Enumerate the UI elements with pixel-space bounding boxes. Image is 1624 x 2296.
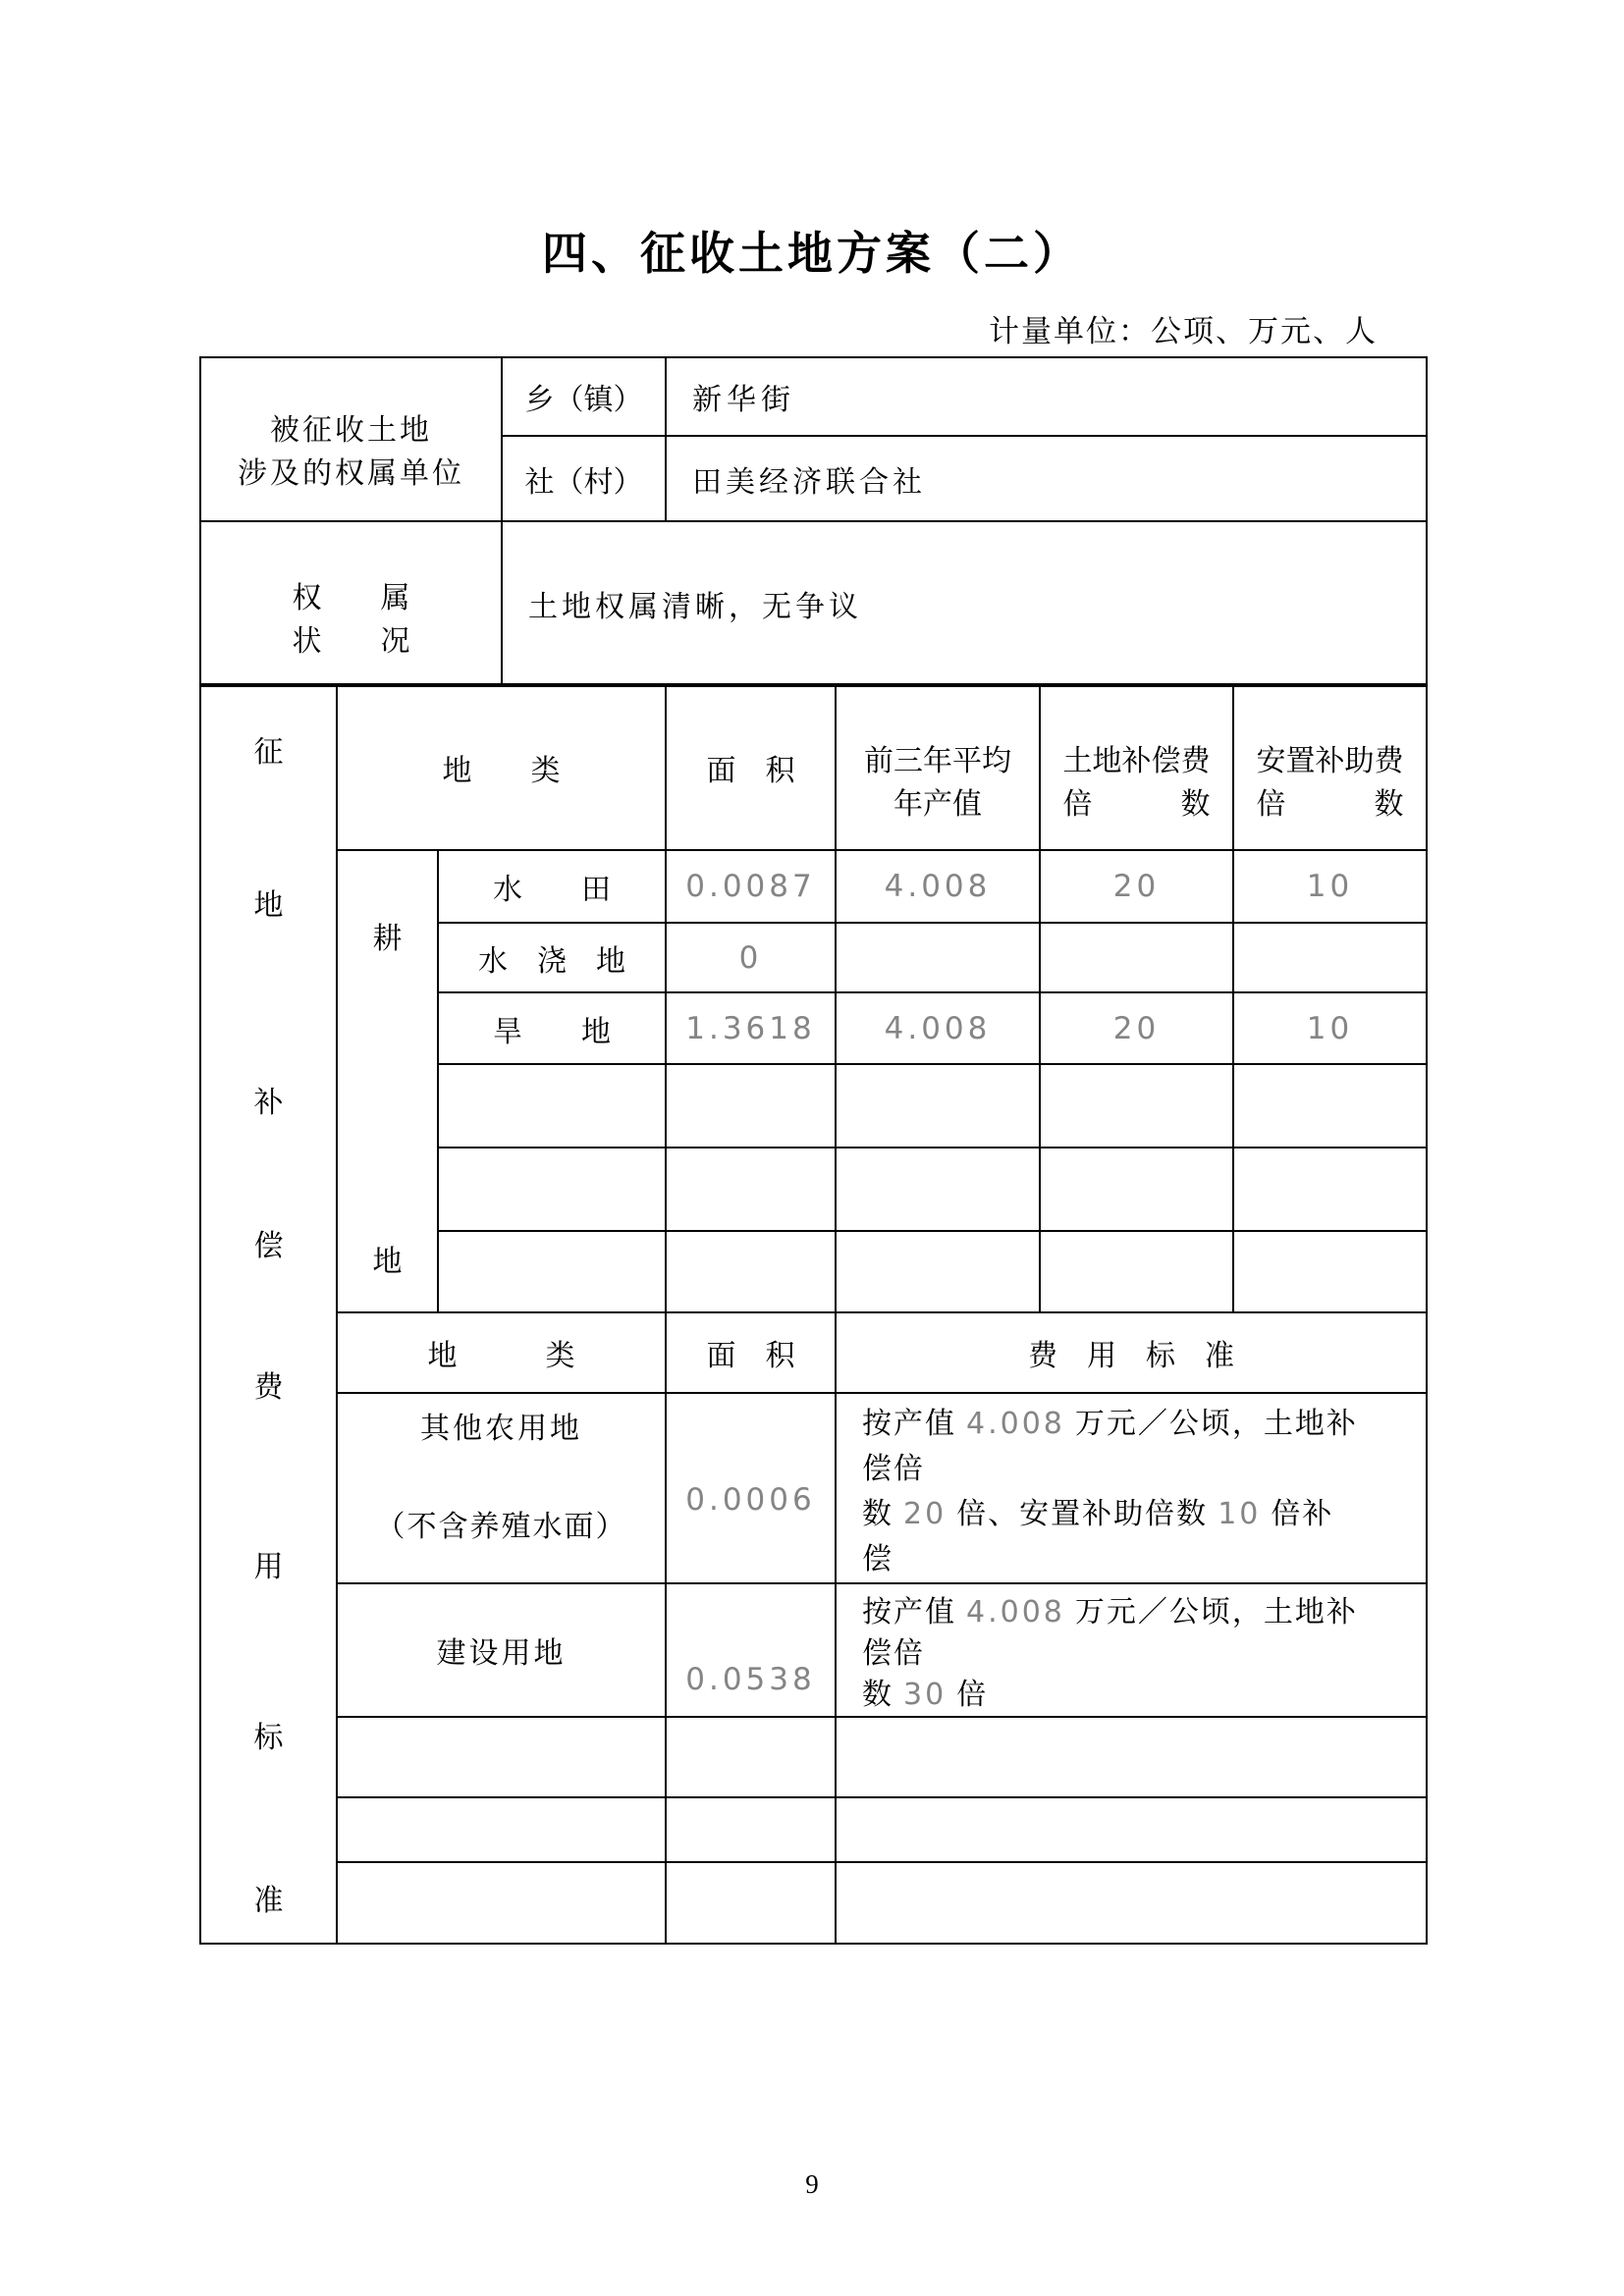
fee-text: 按产值 xyxy=(862,1408,956,1440)
construction-land-row xyxy=(200,1583,1427,1717)
ownership-status-value-cell: 土地权属清晰，无争议 xyxy=(502,521,1427,686)
township-value-cell: 新华街 xyxy=(666,357,1427,436)
empty-cell xyxy=(836,1797,1427,1862)
empty-cell xyxy=(1040,1231,1233,1312)
dry-land-multiple-cell: 20 xyxy=(1040,992,1233,1064)
dry-resettle-multiple-cell: 10 xyxy=(1233,992,1427,1064)
fee-number: 10 xyxy=(1218,1497,1262,1531)
fee-header-land-type-cell: 地 类 xyxy=(337,1312,666,1393)
empty-cell xyxy=(666,1231,836,1312)
empty-cell xyxy=(666,1862,836,1944)
dry-output-cell: 4.008 xyxy=(836,992,1040,1064)
paddy-field-row xyxy=(200,850,1427,923)
empty-cell xyxy=(337,1862,666,1944)
paddy-area-cell: 0.0087 xyxy=(666,850,836,923)
ownership-status-row xyxy=(200,521,1427,686)
side-char-4: 偿 xyxy=(253,1230,284,1262)
empty-cell xyxy=(1233,1231,1427,1312)
fee-header-area-cell: 面 积 xyxy=(666,1312,836,1393)
fee-text: 数 xyxy=(862,1679,893,1711)
ownership-status-label-cell xyxy=(200,521,502,686)
header-area-cell: 面 积 xyxy=(666,684,836,850)
side-char-3: 补 xyxy=(253,1087,284,1119)
paddy-label-cell: 水 田 xyxy=(438,850,666,923)
empty-cell xyxy=(438,1064,666,1148)
fee-text-line1 xyxy=(862,1592,1408,1633)
side-label-cell xyxy=(200,684,337,1944)
township-row xyxy=(200,357,1427,436)
fee-number: 4.008 xyxy=(966,1407,1065,1441)
fee-text-line1 xyxy=(862,1402,1408,1447)
fee-text: 数 xyxy=(862,1498,893,1530)
page-number: 9 xyxy=(805,2169,819,2199)
other-land-area-cell: 0.0006 xyxy=(666,1393,836,1583)
village-value-cell: 田美经济联合社 xyxy=(666,436,1427,521)
paddy-land-multiple-cell: 20 xyxy=(1040,850,1233,923)
side-char-2: 地 xyxy=(253,889,284,922)
fee-text: 倍 xyxy=(956,1679,989,1711)
empty-cell xyxy=(666,1797,836,1862)
empty-cell xyxy=(1040,1148,1233,1231)
empty-cell xyxy=(836,1862,1427,1944)
other-land-label-cell xyxy=(337,1393,666,1583)
empty-row xyxy=(200,1862,1427,1944)
empty-cell xyxy=(337,1717,666,1797)
measurement-unit-note: 计量单位：公项、万元、人 xyxy=(989,314,1378,348)
irrigated-resettle-multiple-cell xyxy=(1233,923,1427,992)
empty-row xyxy=(200,1797,1427,1862)
empty-cell xyxy=(438,1148,666,1231)
status-label-line2: 状 况 xyxy=(292,625,410,658)
empty-cell xyxy=(836,1231,1040,1312)
side-char-8: 准 xyxy=(253,1885,284,1917)
header-land-comp-cell xyxy=(1040,684,1233,850)
side-char-1: 征 xyxy=(253,736,284,769)
fee-text-line4: 偿 xyxy=(862,1543,893,1575)
cultivated-char-2: 地 xyxy=(372,1246,403,1278)
paddy-resettle-multiple-cell: 10 xyxy=(1233,850,1427,923)
other-land-line1: 其他农用地 xyxy=(420,1413,582,1445)
empty-cell xyxy=(438,1231,666,1312)
empty-cell xyxy=(666,1064,836,1148)
empty-cell xyxy=(836,1064,1040,1148)
status-label-line1: 权 属 xyxy=(292,582,410,614)
empty-cell xyxy=(337,1797,666,1862)
subject-line2: 涉及的权属单位 xyxy=(238,456,464,490)
dry-area-cell: 1.3618 xyxy=(666,992,836,1064)
fee-number: 30 xyxy=(903,1678,947,1712)
other-land-fee-cell xyxy=(836,1393,1427,1583)
ownership-table xyxy=(199,356,1428,687)
other-land-line2: （不含养殖水面） xyxy=(375,1511,627,1543)
irrigated-area-cell: 0 xyxy=(666,923,836,992)
page-title: 四、征收土地方案（二） xyxy=(542,229,1082,279)
fee-number: 4.008 xyxy=(966,1595,1065,1629)
paddy-output-cell: 4.008 xyxy=(836,850,1040,923)
irrigated-land-multiple-cell xyxy=(1040,923,1233,992)
header-output-line1: 前三年平均 xyxy=(864,744,1011,777)
fee-text-line3 xyxy=(862,1492,1408,1537)
other-agricultural-land-row xyxy=(200,1393,1427,1583)
header-land-type-cell: 地 类 xyxy=(337,684,666,850)
fee-header-standard-cell: 费 用 标 准 xyxy=(836,1312,1427,1393)
irrigated-output-cell xyxy=(836,923,1040,992)
fee-text: 万元／公顷，土地补 xyxy=(1074,1408,1358,1440)
empty-row xyxy=(200,1717,1427,1797)
compensation-table xyxy=(199,683,1428,1945)
header-land-comp-line2: 倍 数 xyxy=(1062,787,1211,821)
header-resettle-line2: 倍 数 xyxy=(1256,787,1404,821)
fee-header-row xyxy=(200,1312,1427,1393)
empty-cell xyxy=(666,1148,836,1231)
village-label-cell: 社（村） xyxy=(502,436,666,521)
empty-cell xyxy=(1233,1148,1427,1231)
empty-cell xyxy=(836,1148,1040,1231)
irrigated-label-cell: 水 浇 地 xyxy=(438,923,666,992)
fee-text: 倍补 xyxy=(1271,1498,1334,1530)
empty-cell xyxy=(1040,1064,1233,1148)
empty-cell xyxy=(1233,1064,1427,1148)
fee-text-line2: 偿倍 xyxy=(862,1453,925,1485)
fee-text-line3 xyxy=(862,1675,1408,1716)
construction-land-label-cell: 建设用地 xyxy=(337,1583,666,1717)
fee-text: 按产值 xyxy=(862,1596,956,1629)
header-resettle-line1: 安置补助费 xyxy=(1256,744,1404,777)
cultivated-char-1: 耕 xyxy=(372,923,403,955)
construction-land-area-cell: 0.0538 xyxy=(666,1583,836,1717)
compensation-header-row xyxy=(200,684,1427,850)
header-resettle-cell xyxy=(1233,684,1427,850)
header-output-cell xyxy=(836,684,1040,850)
dry-label-cell: 旱 地 xyxy=(438,992,666,1064)
fee-text: 倍、安置补助倍数 xyxy=(956,1498,1209,1530)
side-char-7: 标 xyxy=(253,1722,284,1754)
header-land-comp-line1: 土地补偿费 xyxy=(1062,744,1211,777)
header-output-line2: 年产值 xyxy=(893,787,982,821)
side-char-5: 费 xyxy=(253,1371,284,1404)
fee-number: 20 xyxy=(903,1497,947,1531)
cultivated-land-label-cell xyxy=(337,850,438,1312)
subject-line1: 被征收土地 xyxy=(270,413,432,447)
side-char-6: 用 xyxy=(253,1551,284,1583)
township-label-cell: 乡（镇） xyxy=(502,357,666,436)
fee-text-line2: 偿倍 xyxy=(862,1637,925,1670)
construction-land-fee-cell xyxy=(836,1583,1427,1717)
empty-cell xyxy=(666,1717,836,1797)
fee-text: 万元／公顷，土地补 xyxy=(1074,1596,1358,1629)
acquired-land-subject-cell xyxy=(200,357,502,521)
empty-cell xyxy=(836,1717,1427,1797)
